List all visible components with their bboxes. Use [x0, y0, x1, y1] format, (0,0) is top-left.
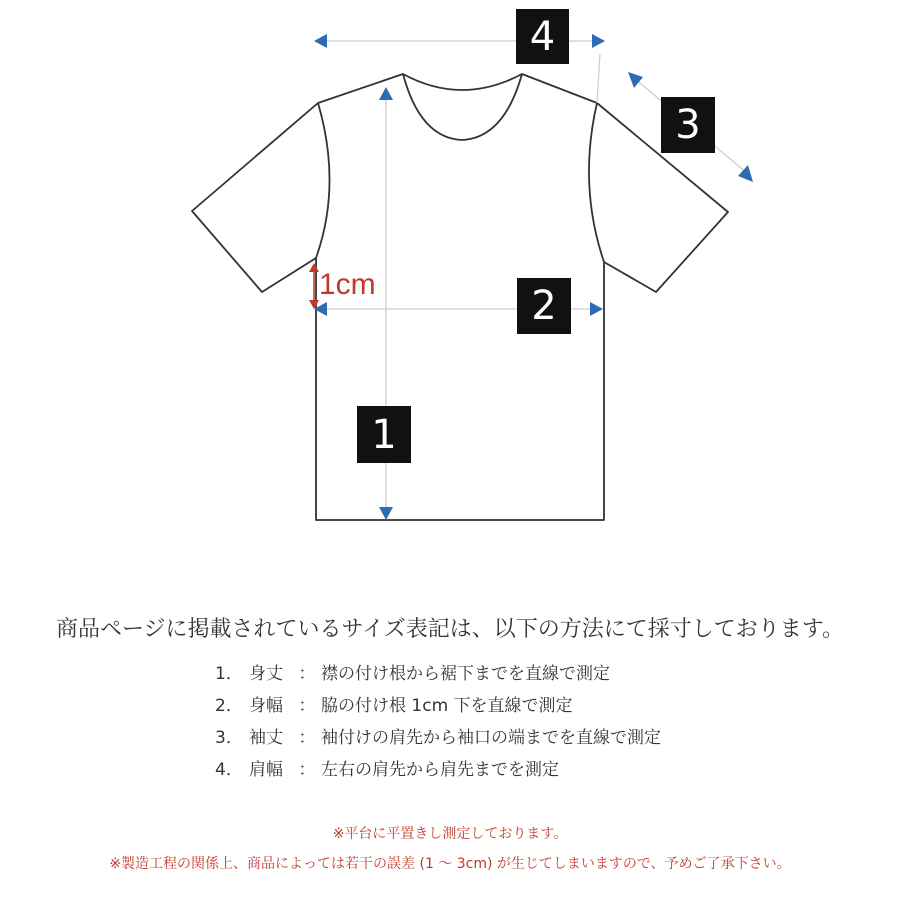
note-measurement-tolerance: ※製造工程の関係上、商品によっては若干の誤差 (1 ～ 3cm) が生じてしまいますので、予めご了承下さい。 [109, 856, 791, 872]
step-description: 襟の付け根から裾下までを直線で測定 [321, 664, 610, 684]
step-description: 袖付けの肩先から袖口の端までを直線で測定 [321, 728, 661, 748]
step-number: 3． [215, 728, 243, 748]
list-item [215, 758, 661, 790]
list-item [215, 726, 661, 758]
step-separator: ： [298, 728, 316, 748]
shoulder-left-arrow-icon [314, 34, 327, 48]
step-description: 脇の付け根 1cm 下を直線で測定 [321, 696, 573, 716]
list-item [215, 694, 661, 726]
sleeve-top-arrow-icon [628, 72, 643, 88]
step-separator: ： [298, 760, 316, 780]
note-flat-measurement: ※平台に平置きし測定しております。 [332, 826, 568, 842]
shoulder-right-arrow-icon [592, 34, 605, 48]
step-description: 左右の肩先から肩先までを測定 [321, 760, 559, 780]
underarm-offset-label: 1cm [319, 268, 376, 301]
badge-body-length: 1 [357, 406, 411, 463]
step-label: 身幅 [249, 696, 283, 716]
badge-shoulder-width: 4 [516, 9, 569, 64]
step-separator: ： [298, 664, 316, 684]
sleeve-length-guide [597, 54, 600, 103]
measurement-steps-list [215, 662, 661, 790]
list-item [215, 662, 661, 694]
step-label: 肩幅 [249, 760, 283, 780]
tshirt-outline [192, 74, 728, 520]
step-number: 1． [215, 664, 243, 684]
measurement-intro-text: 商品ページに掲載されているサイズ表記は、以下の方法にて採寸しております。 [55, 617, 845, 642]
badge-sleeve-length: 3 [661, 97, 715, 153]
step-number: 2． [215, 696, 243, 716]
step-label: 袖丈 [249, 728, 283, 748]
badge-body-width: 2 [517, 278, 571, 334]
step-number: 4． [215, 760, 243, 780]
step-separator: ： [298, 696, 316, 716]
step-label: 身丈 [249, 664, 283, 684]
